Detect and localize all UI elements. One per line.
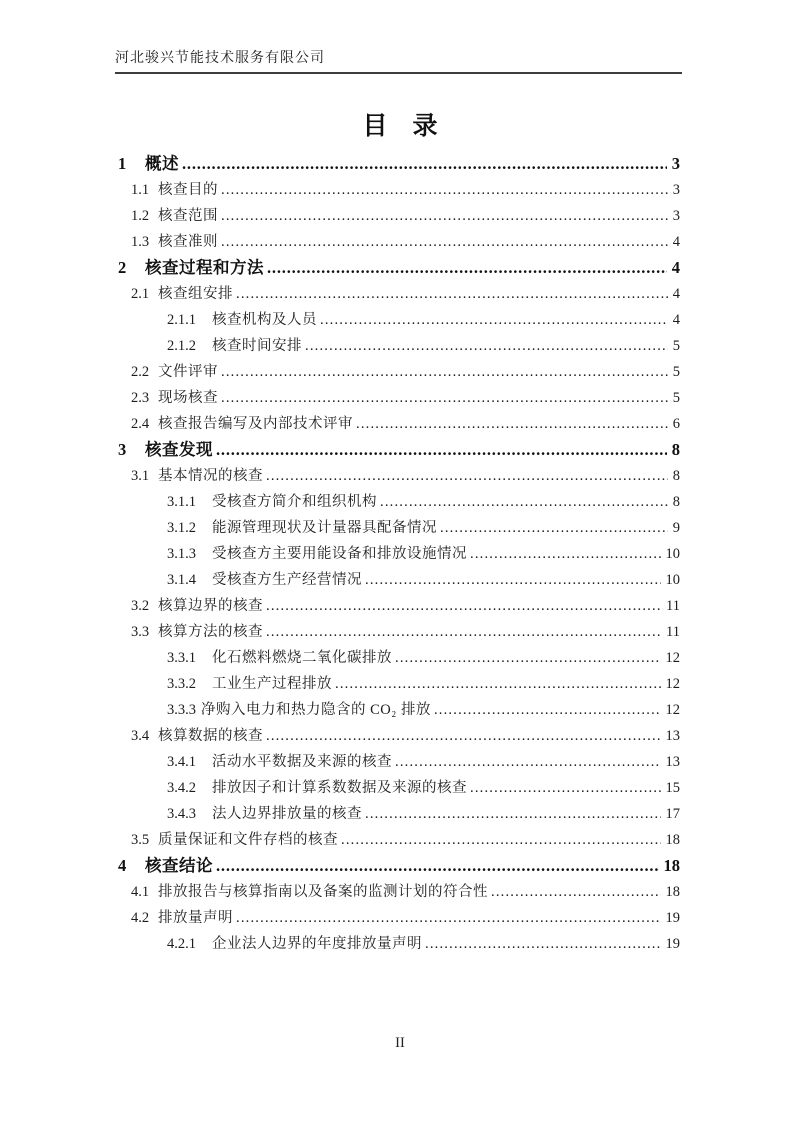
footer-page-number: II — [395, 1035, 405, 1051]
toc-entry-title: 核查机构及人员 — [212, 312, 317, 328]
toc-entry-number: 3.2 — [131, 598, 150, 614]
toc-entry-number: 2.4 — [131, 416, 150, 432]
toc-entry-title: 文件评审 — [158, 364, 218, 380]
toc-entry-number: 1.3 — [131, 234, 150, 250]
toc-leader-dots — [425, 931, 661, 957]
toc-entry-page: 10 — [665, 546, 680, 562]
toc-entry-page: 15 — [665, 780, 680, 796]
toc-leader-dots — [380, 489, 668, 515]
toc-entry-page: 18 — [665, 884, 680, 900]
toc-entry-number: 3.3 — [131, 624, 150, 640]
toc-entry-title: 核算数据的核查 — [158, 728, 263, 744]
toc-entry-title: 核查结论 — [145, 856, 213, 875]
toc-leader-dots — [221, 385, 668, 411]
toc-entry-number: 4.2.1 — [167, 936, 196, 952]
toc-entry[interactable] — [131, 203, 680, 229]
toc-entry[interactable] — [118, 853, 680, 879]
toc-entry-title: 核查目的 — [158, 182, 218, 198]
toc-entry[interactable] — [167, 749, 680, 775]
toc-entry-page: 4 — [671, 258, 680, 277]
toc-entry-page: 11 — [666, 598, 680, 614]
toc-entry-title: 核查发现 — [145, 440, 213, 459]
toc-entry-number: 3.1.2 — [167, 520, 196, 536]
toc-entry[interactable] — [167, 489, 680, 515]
toc-entry-page: 11 — [666, 624, 680, 640]
toc-leader-dots — [216, 437, 667, 463]
toc-entry-number: 3.4.3 — [167, 806, 196, 822]
toc-entry-title: 受核查方生产经营情况 — [212, 572, 362, 588]
toc-leader-dots — [395, 645, 661, 671]
toc-entry[interactable] — [118, 255, 680, 281]
toc-entry-page: 12 — [665, 702, 680, 718]
toc-entry-number: 3.4.1 — [167, 754, 196, 770]
toc-entry-page: 4 — [672, 312, 680, 328]
toc-leader-dots — [365, 801, 661, 827]
toc-leader-dots — [335, 671, 661, 697]
toc-leader-dots — [395, 749, 661, 775]
toc-entry-page: 4 — [672, 234, 680, 250]
toc-entry-page: 8 — [671, 440, 680, 459]
toc-entry-title: 核算方法的核查 — [158, 624, 263, 640]
toc-entry-page: 18 — [665, 832, 680, 848]
toc-leader-dots — [221, 203, 668, 229]
toc-leader-dots — [266, 463, 668, 489]
toc-entry[interactable] — [131, 359, 680, 385]
toc-entry-number: 3 — [118, 440, 127, 459]
toc-leader-dots — [221, 359, 668, 385]
toc-entry[interactable] — [167, 645, 680, 671]
toc-entry[interactable] — [167, 801, 680, 827]
toc-entry-number: 2 — [118, 258, 127, 277]
toc-entry[interactable] — [167, 333, 680, 359]
toc-entry-number: 2.1.1 — [167, 312, 196, 328]
toc-entry[interactable] — [167, 307, 680, 333]
toc-entry[interactable] — [131, 619, 680, 645]
toc-entry-page: 3 — [671, 154, 680, 173]
toc-entry[interactable] — [167, 931, 680, 957]
toc-entry-title: 排放因子和计算系数数据及来源的核查 — [212, 780, 467, 796]
toc-entry[interactable] — [131, 281, 680, 307]
toc-entry-number: 3.3.2 — [167, 676, 196, 692]
toc-entry[interactable] — [167, 775, 680, 801]
toc-entry-title: 基本情况的核查 — [158, 468, 263, 484]
toc-leader-dots — [365, 567, 661, 593]
toc-entry-title: 核查组安排 — [158, 286, 233, 302]
toc-entry-page: 13 — [665, 754, 680, 770]
toc-leader-dots — [305, 333, 668, 359]
toc-entry[interactable] — [167, 515, 680, 541]
toc-entry[interactable] — [131, 385, 680, 411]
toc-entry-title: 受核查方主要用能设备和排放设施情况 — [212, 546, 467, 562]
toc-entry-page: 3 — [672, 208, 680, 224]
toc-entry-title: 受核查方简介和组织机构 — [212, 494, 377, 510]
toc-entry-title: 现场核查 — [158, 390, 218, 406]
toc-entry-title: 核查时间安排 — [212, 338, 302, 354]
toc-entry-title: 核算边界的核查 — [158, 598, 263, 614]
toc-leader-dots — [356, 411, 668, 437]
toc-list — [118, 151, 680, 957]
toc-entry-title: 核查报告编写及内部技术评审 — [158, 416, 353, 432]
toc-entry-page: 10 — [665, 572, 680, 588]
toc-entry-number: 4 — [118, 856, 127, 875]
toc-entry-title: 排放量声明 — [158, 910, 233, 926]
toc-entry-title: 质量保证和文件存档的核查 — [158, 832, 338, 848]
toc-leader-dots — [470, 775, 661, 801]
toc-entry-page: 5 — [672, 364, 680, 380]
toc-entry-number: 2.1.2 — [167, 338, 196, 354]
toc-entry-number: 3.3.1 — [167, 650, 196, 666]
toc-entry-page: 8 — [672, 468, 680, 484]
toc-entry-title: 企业法人边界的年度排放量声明 — [212, 936, 422, 952]
toc-leader-dots — [341, 827, 661, 853]
toc-entry-page: 4 — [672, 286, 680, 302]
toc-leader-dots — [266, 619, 661, 645]
toc-entry[interactable] — [131, 879, 680, 905]
toc-entry[interactable] — [131, 905, 680, 931]
toc-entry-page: 9 — [672, 520, 680, 536]
toc-entry-page: 3 — [672, 182, 680, 198]
toc-leader-dots — [221, 177, 668, 203]
toc-entry-title: 法人边界排放量的核查 — [212, 806, 362, 822]
toc-entry-page: 12 — [665, 676, 680, 692]
toc-entry[interactable] — [131, 593, 680, 619]
toc-entry-title: 能源管理现状及计量器具配备情况 — [212, 520, 437, 536]
toc-leader-dots — [236, 905, 661, 931]
toc-entry-number: 1.1 — [131, 182, 150, 198]
toc-entry-number: 3.1.3 — [167, 546, 196, 562]
toc-entry-number: 2.1 — [131, 286, 150, 302]
toc-entry-number: 1 — [118, 154, 127, 173]
toc-entry-page: 19 — [665, 910, 680, 926]
toc-leader-dots — [491, 879, 661, 905]
toc-entry-page: 12 — [665, 650, 680, 666]
toc-entry[interactable] — [131, 229, 680, 255]
toc-entry-page: 5 — [672, 338, 680, 354]
toc-entry[interactable] — [118, 437, 680, 463]
toc-entry-title: 概述 — [145, 154, 179, 173]
toc-entry-title: 活动水平数据及来源的核查 — [212, 754, 392, 770]
toc-entry-title: 工业生产过程排放 — [212, 676, 332, 692]
toc-entry[interactable] — [167, 671, 680, 697]
toc-leader-dots — [266, 723, 661, 749]
toc-entry-page: 8 — [672, 494, 680, 510]
toc-leader-dots — [266, 593, 661, 619]
toc-entry[interactable] — [131, 827, 680, 853]
toc-entry[interactable] — [167, 541, 680, 567]
toc-leader-dots — [320, 307, 668, 333]
toc-entry[interactable] — [167, 697, 680, 723]
toc-entry-page: 13 — [665, 728, 680, 744]
toc-entry-title: 化石燃料燃烧二氧化碳排放 — [212, 650, 392, 666]
toc-leader-dots — [267, 255, 667, 281]
toc-entry-title: 核查范围 — [158, 208, 218, 224]
toc-entry-page: 18 — [663, 856, 680, 875]
toc-entry-number: 2.3 — [131, 390, 150, 406]
toc-entry[interactable] — [131, 411, 680, 437]
toc-entry-title: 净购入电力和热力隐含的 CO₂ 排放 — [201, 702, 431, 718]
toc-entry-number: 4.2 — [131, 910, 150, 926]
toc-page-title: 目 录 — [362, 113, 438, 140]
toc-entry-number: 3.4.2 — [167, 780, 196, 796]
toc-entry[interactable] — [118, 151, 680, 177]
toc-entry-number: 4.1 — [131, 884, 150, 900]
toc-entry[interactable] — [167, 567, 680, 593]
toc-entry-number: 2.2 — [131, 364, 150, 380]
toc-leader-dots — [236, 281, 668, 307]
toc-entry-number: 3.5 — [131, 832, 150, 848]
toc-entry-page: 17 — [665, 806, 680, 822]
toc-entry-title: 核查准则 — [158, 234, 218, 250]
company-header — [115, 47, 682, 74]
toc-leader-dots — [470, 541, 661, 567]
toc-entry-page: 19 — [665, 936, 680, 952]
toc-leader-dots — [182, 151, 667, 177]
toc-entry[interactable] — [131, 723, 680, 749]
toc-entry-number: 3.3.3 — [167, 702, 196, 718]
toc-leader-dots — [434, 697, 661, 723]
toc-entry-number: 3.1 — [131, 468, 150, 484]
toc-entry-title: 核查过程和方法 — [145, 258, 264, 277]
toc-entry-page: 6 — [672, 416, 680, 432]
toc-entry-number: 3.4 — [131, 728, 150, 744]
toc-entry-number: 3.1.4 — [167, 572, 196, 588]
toc-entry-title: 排放报告与核算指南以及备案的监测计划的符合性 — [158, 884, 488, 900]
toc-entry[interactable] — [131, 463, 680, 489]
toc-entry-number: 3.1.1 — [167, 494, 196, 510]
toc-leader-dots — [440, 515, 668, 541]
toc-entry-page: 5 — [672, 390, 680, 406]
toc-entry[interactable] — [131, 177, 680, 203]
toc-leader-dots — [221, 229, 668, 255]
company-name: 河北骏兴节能技术服务有限公司 — [115, 51, 325, 66]
toc-leader-dots — [216, 853, 659, 879]
toc-entry-number: 1.2 — [131, 208, 150, 224]
